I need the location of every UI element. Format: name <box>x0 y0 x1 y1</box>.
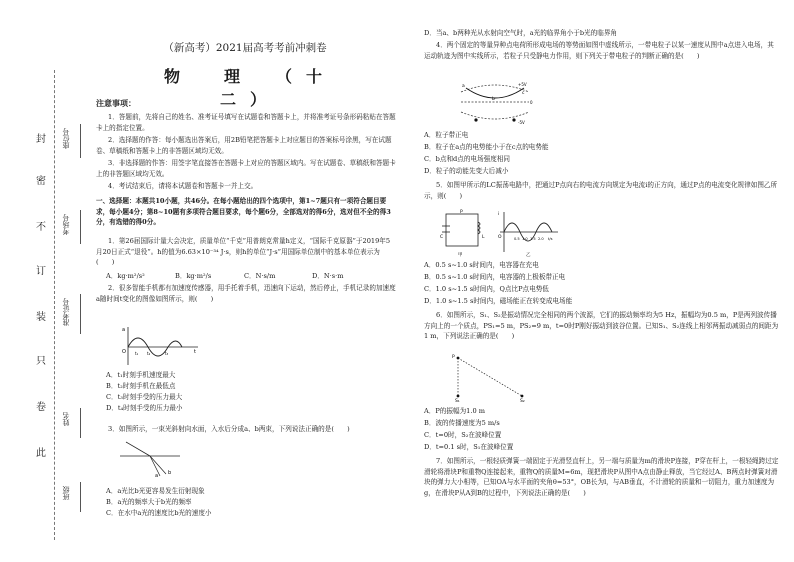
q4-option-c[interactable]: C．b点和d点的电场强度相同 <box>424 155 511 163</box>
cut-word: 卷 <box>36 402 46 413</box>
exam-subject: 物 理 （十二） <box>163 67 336 109</box>
q3-option-d[interactable]: D．当a、b两种光从水射向空气时，a光的临界角小于b光的临界角 <box>424 29 618 37</box>
q5-label: L <box>482 235 485 240</box>
q5-option-b[interactable]: B．0.5 s~1.0 s时间内，电容器的上极板带正电 <box>424 273 566 281</box>
q2-graph-origin: O <box>122 349 126 355</box>
notice-item: 2．选择题的作答：每小题选出答案后，用2B铅笔把答题卡上对应题目的答案标号涂黑，写在试题卷、草稿纸和答题卡上的非答题区域均无效。 <box>96 136 392 155</box>
q1-option-a[interactable]: A．kg·m²/s² <box>106 272 145 280</box>
q1-option-b[interactable]: B．kg·m²/s <box>175 272 212 280</box>
q2-graph-tick: t₃ <box>165 351 169 356</box>
cut-word: 订 <box>36 266 46 277</box>
q1-option-d[interactable]: D．N·s·m <box>312 272 344 280</box>
q6-option-b[interactable]: B．波的传播速度为5 m/s <box>424 419 500 427</box>
question-4-stem: 4．两个固定的等量异种点电荷所形成电场的等势面如图中虚线所示，一带电粒子以某一速度从图中a点进入电场，其运动轨迹为图中实线所示，若粒子只受静电力作用，则下列关于带电粒子的判断正确的是( ) <box>424 41 774 60</box>
field-line[interactable] <box>80 408 81 438</box>
q5-option-d[interactable]: D．1.0 s~1.5 s时间内，磁场能正在转变成电场能 <box>424 297 573 305</box>
q5-option-a[interactable]: A．0.5 s~1.0 s时间内，电容器在充电 <box>424 261 539 269</box>
field-label-name: 姓名 <box>62 412 70 426</box>
q5-label: t/s <box>548 237 553 241</box>
q5-lc-circuit-diagram <box>440 208 560 258</box>
cut-line <box>54 70 55 540</box>
q5-label: i <box>498 212 500 217</box>
q4-label: -5V <box>518 120 525 125</box>
field-line[interactable] <box>80 210 81 244</box>
q5-label: 0.5 <box>514 237 520 241</box>
binding-margin <box>0 0 100 562</box>
q4-label: b <box>492 97 495 102</box>
field-label-class: 班级 <box>62 486 70 500</box>
q6-label-s1: S₁ <box>455 399 460 402</box>
q2-graph-tick: t₂ <box>147 351 151 356</box>
q5-label: 1.0 <box>522 237 528 241</box>
q6-option-a[interactable]: A．P的振幅为1.0 m <box>424 407 486 415</box>
q3-option-c[interactable]: C．在水中a光的速度比b光的速度小 <box>106 509 212 517</box>
q5-label: 甲 <box>458 253 463 258</box>
field-label-seat: 座位号 <box>62 128 70 149</box>
q4-label: c <box>522 91 525 96</box>
q5-label: P <box>460 210 463 215</box>
cut-word: 密 <box>36 176 46 187</box>
notice-item: 4．考试结束后，请将本试题卷和答题卡一并上交。 <box>108 182 258 190</box>
q5-label: 2.0 <box>538 237 544 241</box>
q4-label: +5V <box>518 82 527 87</box>
q2-acceleration-graph <box>120 325 200 367</box>
field-label-id: 准考证号 <box>62 298 70 326</box>
field-line[interactable] <box>80 124 81 158</box>
q6-label-p: P <box>452 355 455 360</box>
q4-option-d[interactable]: D．粒子的动能先变大后减小 <box>424 167 509 175</box>
question-7-stem: 7．如图所示，一根轻质弹簧一端固定于光滑竖直杆上，另一端与质量为m的滑块P连接，P穿在杆上，一根轻绳跨过定滑轮将滑块P和重物Q连接起来，重物Q的质量M=6m，现把滑块P从图中A点由静止释放，当它经过A、B两点时弹簧对滑块的弹力大小相等，已知OA与水平面的夹角θ=53°，OB长为l，与AB垂直，不计滑轮的质量和一切阻力，重力加速度为g，在滑块P从A到B的过程中，下列说法正确的是( ) <box>424 457 779 497</box>
q3-refraction-diagram <box>120 440 180 478</box>
exam-header: （新高考）2021届高考考前冲刺卷 <box>163 42 327 54</box>
q4-label: a <box>462 84 465 89</box>
question-5-stem: 5．如图甲所示的LC振荡电路中，把通过P点向右的电流方向规定为电流i的正方向，通过P点的电流变化规律如图乙所示，则( ) <box>424 181 778 200</box>
q2-option-b[interactable]: B．t₂时刻手机在最低点 <box>106 382 176 390</box>
question-1-stem: 1．第26届国际计量大会决定，质量单位“千克”用普朗克常量h定义，“国际千克原器”于2019年5月20日正式“退役”。h的值为6.63×10⁻³⁴ J·s，则h的单位“J·s”用国际单位制中的基本单位表示为( ) <box>96 237 391 266</box>
q4-option-a[interactable]: A．粒子带正电 <box>424 131 469 139</box>
q3-label-a: a <box>155 473 159 478</box>
q6-label-s2: S₂ <box>520 399 525 402</box>
question-3-stem: 3．如图所示，一束光斜射向水面，入水后分成a、b两束，下列说法正确的是( ) <box>108 425 350 433</box>
q2-graph-ylabel: a <box>122 327 126 333</box>
notice-title: 注意事项： <box>96 98 136 108</box>
field-line[interactable] <box>80 482 81 512</box>
q3-label-b: b <box>168 470 172 476</box>
notice-item: 3．非选择题的作答：用签字笔直接答在答题卡上对应的答题区域内。写在试题卷、草稿纸和答题卡上的非答题区域均无效。 <box>96 159 396 178</box>
q6-option-c[interactable]: C．t=0时，S₂在波峰位置 <box>424 431 502 439</box>
q3-option-a[interactable]: A．a光比b光更容易发生衍射现象 <box>106 487 205 495</box>
field-label-room: 考场号 <box>62 214 70 235</box>
q4-equipotential-diagram <box>456 78 534 128</box>
cut-word: 装 <box>36 312 46 323</box>
question-2-stem: 2．很多智能手机都有加速度传感器，用手托着手机，迅速向下运动，然后停止，手机记录的加速度a随时间t变化的图像如图所示，则( ) <box>96 284 396 303</box>
q6-option-d[interactable]: D．t=0.1 s时，S₁在波峰位置 <box>424 443 514 451</box>
cut-word: 不 <box>36 222 46 233</box>
notice-item: 1．答题前，先将自己的姓名、准考证号填写在试题卷和答题卡上，并将准考证号条形码粘贴在答题卡上的指定位置。 <box>96 113 396 132</box>
q4-option-b[interactable]: B．粒子在a点的电势能小于在c点的电势能 <box>424 143 549 151</box>
field-line[interactable] <box>80 294 81 334</box>
question-6-stem: 6．如图所示，S₁、S₂是振动情况完全相同的两个波源，它们的振动频率均为5 Hz，振幅均为0.5 m，P是两列波传播方向上的一个质点，PS₁=5 m，PS₂=9 m，t=0时P刚好振动到波谷位置。已知S₁、S₂连线上相邻两振动减弱点的间距为1 m，下列说法正确的是( ) <box>424 311 779 340</box>
q4-label: 0 <box>530 100 533 105</box>
q2-option-c[interactable]: C．t₃时刻手受的压力最大 <box>106 393 183 401</box>
q2-option-d[interactable]: D．t₄时刻手受的压力最小 <box>106 404 183 412</box>
q2-graph-xlabel: t <box>194 349 196 355</box>
q5-option-c[interactable]: C．1.0 s~1.5 s时间内，Q点比P点电势低 <box>424 285 549 293</box>
q1-option-c[interactable]: C．N·s/m <box>244 272 276 280</box>
cut-word: 此 <box>36 448 46 459</box>
q5-label: O <box>498 235 502 240</box>
q5-label: 乙 <box>526 253 531 258</box>
q2-graph-tick: t₁ <box>135 351 139 356</box>
q2-option-a[interactable]: A．t₁时刻手机速度最大 <box>106 371 176 379</box>
section-1-heading: 一、选择题：本题共10小题，共46分。在每小题给出的四个选项中，第1~7题只有一项符合题目要求，每小题4分；第8~10题有多项符合题目要求，每个题6分，全部选对的得6分，选对但不全的得3分，有选错的得0分。 <box>96 197 391 226</box>
cut-word: 只 <box>36 356 46 367</box>
q5-label: 1.5 <box>530 237 536 241</box>
q3-option-b[interactable]: B．a光的频率大于b光的频率 <box>106 498 192 506</box>
cut-word: 封 <box>36 134 46 145</box>
q6-wave-sources-diagram <box>450 352 530 402</box>
q5-label: C <box>440 235 444 240</box>
